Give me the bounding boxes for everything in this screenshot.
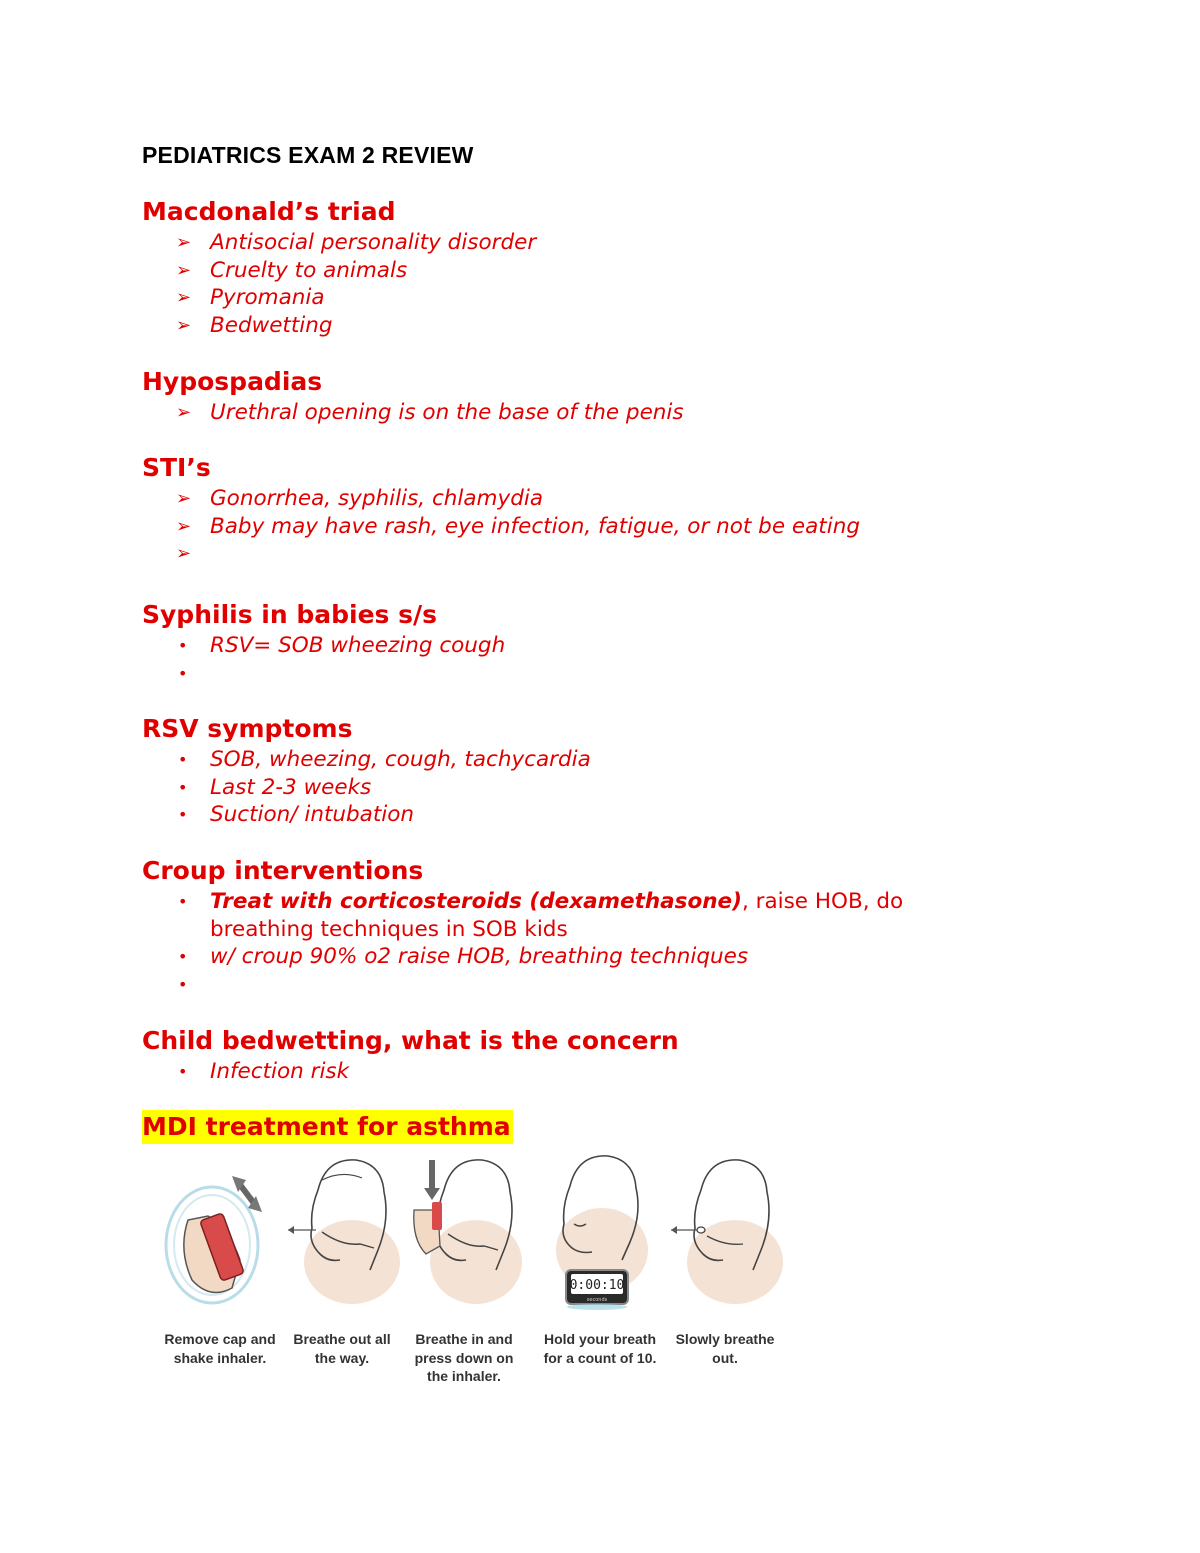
bullet-icon: • xyxy=(178,777,188,797)
section-macdonalds-triad xyxy=(142,195,1142,339)
list-item: ➢ Gonorrhea, syphilis, chlamydia xyxy=(176,486,544,511)
bullet-icon: • xyxy=(178,892,188,911)
arrow-bullet-icon: ➢ xyxy=(176,543,192,564)
step-caption: Breathe out all the way. xyxy=(293,1331,391,1366)
page-title: PEDIATRICS EXAM 2 REVIEW xyxy=(142,142,474,168)
arrow-bullet-icon: ➢ xyxy=(176,515,192,537)
bullet-icon: • xyxy=(178,750,188,769)
bullet-icon: • xyxy=(178,663,188,683)
item-list xyxy=(142,1058,1142,1086)
breathe-out-illustration xyxy=(282,1150,402,1325)
slowly-breathe-out-illustration xyxy=(665,1150,785,1325)
section-heading: STI’s xyxy=(142,453,211,482)
section-heading: Macdonald’s triad xyxy=(142,197,396,226)
section-heading: Syphilis in babies s/s xyxy=(142,600,438,629)
arrow-bullet-icon: ➢ xyxy=(176,287,192,308)
list-item: ➢ Cruelty to animals xyxy=(176,257,408,283)
section-syphilis-in-babies xyxy=(142,598,1142,683)
item-list xyxy=(142,632,1142,683)
shake-inhaler-illustration xyxy=(160,1150,280,1325)
section-heading: Child bedwetting, what is the concern xyxy=(142,1026,679,1055)
list-item: ➢ Bedwetting xyxy=(176,312,333,338)
arrow-bullet-icon: ➢ xyxy=(176,259,192,281)
item-list xyxy=(142,485,1142,564)
mdi-step-breathe-in-press xyxy=(404,1150,524,1400)
step-caption: Hold your breath for a count of 10. xyxy=(543,1331,657,1366)
section-heading: RSV symptoms xyxy=(142,714,353,743)
list-item: • SOB, wheezing, cough, tachycardia xyxy=(178,747,591,772)
bullet-icon: • xyxy=(178,636,188,655)
list-item: • RSV= SOB wheezing cough xyxy=(178,633,506,658)
mdi-step-breathe-out xyxy=(282,1150,402,1400)
section-hypospadias xyxy=(142,365,1142,427)
timer-display: 0:00:10 xyxy=(569,1278,625,1293)
breathe-in-press-illustration xyxy=(404,1150,524,1325)
arrow-bullet-icon: ➢ xyxy=(176,232,192,253)
section-mdi-treatment xyxy=(142,1110,1142,1144)
item-list xyxy=(142,229,1142,339)
section-heading: Hypospadias xyxy=(142,367,323,396)
list-item: ➢ Baby may have rash, eye infection, fatigue, or not be eating xyxy=(176,513,860,539)
arrow-bullet-icon: ➢ xyxy=(176,402,192,423)
list-item: • w/ croup 90% o2 raise HOB, breathing techniques xyxy=(178,944,749,969)
section-heading: Croup interventions xyxy=(142,856,424,885)
hold-breath-illustration xyxy=(540,1150,660,1325)
item-list xyxy=(142,399,1142,427)
mdi-step-hold-breath xyxy=(540,1150,660,1400)
arrow-bullet-icon: ➢ xyxy=(176,488,192,509)
list-item: ➢ Urethral opening is on the base of the penis xyxy=(176,400,684,425)
section-heading: MDI treatment for asthma xyxy=(142,1110,513,1144)
step-caption: Remove cap and shake inhaler. xyxy=(164,1331,276,1366)
list-item: ➢ Pyromania xyxy=(176,285,325,310)
item-list xyxy=(142,746,1142,829)
item-list xyxy=(142,888,1142,994)
bullet-icon: • xyxy=(178,1062,188,1081)
section-rsv-symptoms xyxy=(142,712,1142,829)
list-item: • Treat with corticosteroids (dexamethasone), raise HOB, do breathing techniques in SOB kids xyxy=(178,889,904,942)
section-stis xyxy=(142,451,1142,564)
list-item: • Last 2-3 weeks xyxy=(178,774,372,800)
section-croup-interventions xyxy=(142,854,1142,994)
timer-unit: seconds xyxy=(586,1297,608,1303)
step-caption: Slowly breathe out. xyxy=(675,1331,775,1366)
bullet-icon: • xyxy=(178,805,188,824)
list-item: • Infection risk xyxy=(178,1059,350,1084)
bullet-icon: • xyxy=(178,974,188,994)
step-caption: Breathe in and press down on the inhaler. xyxy=(414,1331,514,1384)
section-child-bedwetting xyxy=(142,1024,1142,1086)
bullet-icon: • xyxy=(178,947,188,966)
arrow-bullet-icon: ➢ xyxy=(176,314,192,336)
mdi-step-shake-inhaler xyxy=(160,1150,280,1400)
list-item: ➢ Antisocial personality disorder xyxy=(176,230,537,255)
mdi-steps-illustration xyxy=(150,1150,780,1400)
mdi-step-slowly-breathe-out xyxy=(665,1150,785,1400)
list-item: • Suction/ intubation xyxy=(178,802,415,827)
